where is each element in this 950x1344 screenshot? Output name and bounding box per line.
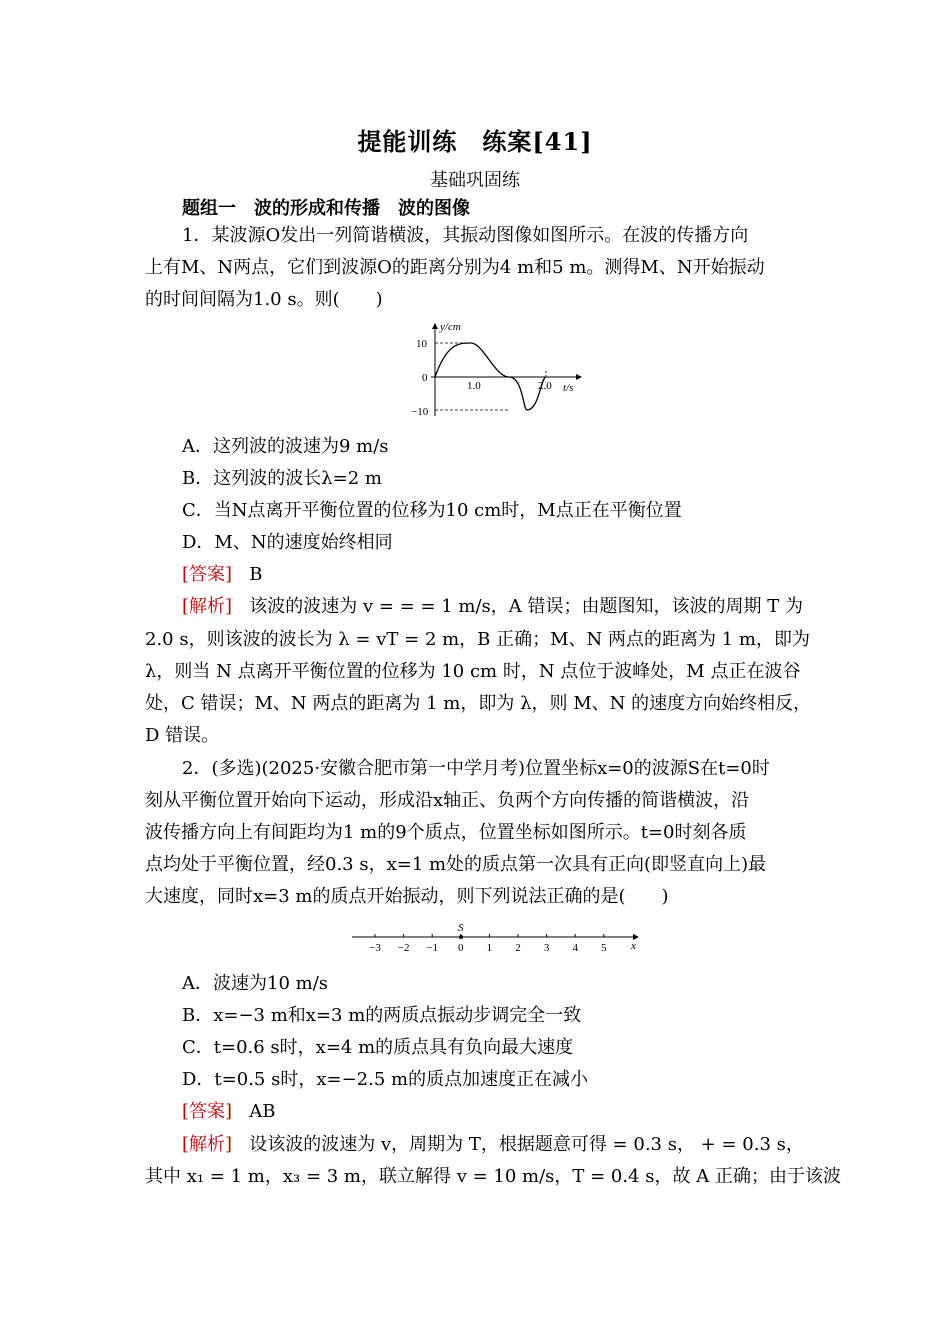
q2-option-c: C．t=0.6 s时，x=4 m的质点具有负向最大速度 [182, 1037, 574, 1058]
analysis-text: 设该波的波速为 v，周期为 T，根据题意可得 = 0.3 s， + = 0.3 s， [249, 1134, 804, 1155]
answer-value: AB [249, 1101, 276, 1122]
q2-analysis-line: 其中 x₁ = 1 m，x₃ = 3 m，联立解得 v = 10 m/s，T = 0.4 s，故 A 正确；由于该波 [145, 1166, 841, 1187]
q2-stem-line: 刻从平衡位置开始向下运动，形成沿x轴正、负两个方向传播的简谐横波，沿 [145, 790, 750, 811]
q1-option-c: C．当N点离开平衡位置的位移为10 cm时，M点正在平衡位置 [182, 500, 682, 521]
graph-x-label: t/s [563, 382, 574, 394]
axis-tick-label: −1 [426, 942, 439, 954]
q2-option-a: A．波速为10 m/s [182, 973, 328, 994]
axis-tick-label: 4 [572, 942, 578, 954]
q1-option-b: B．这列波的波长λ=2 m [182, 468, 382, 489]
q2-option-b: B．x=−3 m和x=3 m的两质点振动步调完全一致 [182, 1005, 582, 1026]
q1-stem-line: 1．某波源O发出一列简谐横波，其振动图像如图所示。在波的传播方向 [182, 225, 749, 246]
graph-y-tick: −10 [411, 406, 429, 418]
q2-stem-line: 点均处于平衡位置，经0.3 s，x=1 m处的质点第一次具有正向(即竖直向上)最 [145, 854, 767, 875]
q1-analysis-line: 处，C 错误；M、N 两点的距离为 1 m，即为 λ，则 M、N 的速度方向始终相反， [145, 693, 812, 714]
graph-x-tick: 1.0 [467, 380, 481, 392]
page-title: 提能训练 练案[41] [357, 127, 593, 156]
analysis-label: [解析] [182, 596, 233, 617]
q1-stem-line: 的时间间隔为1.0 s。则( ) [145, 289, 383, 310]
q2-analysis-line [182, 1133, 847, 1157]
axis-tick-label: 5 [601, 942, 607, 954]
q1-option-d: D．M、N的速度始终相同 [182, 532, 393, 553]
q1-answer [182, 563, 847, 587]
axis-tick-label: 2 [515, 942, 521, 954]
axis-tick-label: 1 [486, 942, 493, 954]
q2-option-d: D．t=0.5 s时，x=−2.5 m的质点加速度正在减小 [182, 1069, 589, 1090]
analysis-text: 该波的波速为 v = = = 1 m/s，A 错误；由题图知，该波的周期 T 为 [249, 596, 803, 617]
axis-tick-label: 3 [543, 942, 550, 954]
vibration-graph [405, 318, 590, 420]
position-axis [350, 920, 650, 956]
answer-label: [答案] [182, 1101, 233, 1122]
q2-stem-line: 波传播方向上有间距均为1 m的9个质点，位置坐标如图所示。t=0时刻各质 [145, 822, 747, 843]
q2-answer [182, 1100, 847, 1124]
section-subtitle: 基础巩固练 [430, 170, 520, 191]
q2-stem-line: 2．(多选)(2025·安徽合肥市第一中学月考)位置坐标x=0的波源S在t=0时 [182, 758, 770, 779]
graph-y-tick: 10 [416, 338, 427, 350]
graph-y-label: y/cm [440, 321, 461, 333]
graph-x-tick: 2.0 [538, 380, 552, 392]
q1-option-a: A．这列波的波速为9 m/s [182, 436, 389, 457]
source-label: S [458, 922, 464, 934]
graph-y-tick: 0 [422, 372, 428, 384]
axis-tick-label: −2 [397, 942, 410, 954]
group-heading: 题组一 波的形成和传播 波的图像 [182, 198, 470, 219]
q1-stem-line: 上有M、N两点，它们到波源O的距离分别为4 m和5 m。测得M、N开始振动 [145, 257, 765, 278]
axis-tick-label: −3 [369, 942, 381, 954]
answer-label: [答案] [182, 564, 233, 585]
q2-stem-line: 大速度，同时x=3 m的质点开始振动，则下列说法正确的是( ) [145, 886, 669, 907]
q1-analysis-line: 2.0 s，则该波的波长为 λ = vT = 2 m，B 正确；M、N 两点的距离为 1 m，即为 [145, 629, 810, 650]
q1-analysis-line: D 错误。 [145, 725, 220, 746]
answer-value: B [249, 564, 263, 585]
axis-tick-label: 0 [458, 942, 464, 954]
q1-analysis-line: λ，则当 N 点离开平衡位置的位移为 10 cm 时，N 点位于波峰处，M 点正在波谷 [145, 661, 801, 682]
q1-analysis-line [182, 595, 847, 619]
analysis-label: [解析] [182, 1134, 233, 1155]
axis-x-label: x [631, 940, 636, 952]
